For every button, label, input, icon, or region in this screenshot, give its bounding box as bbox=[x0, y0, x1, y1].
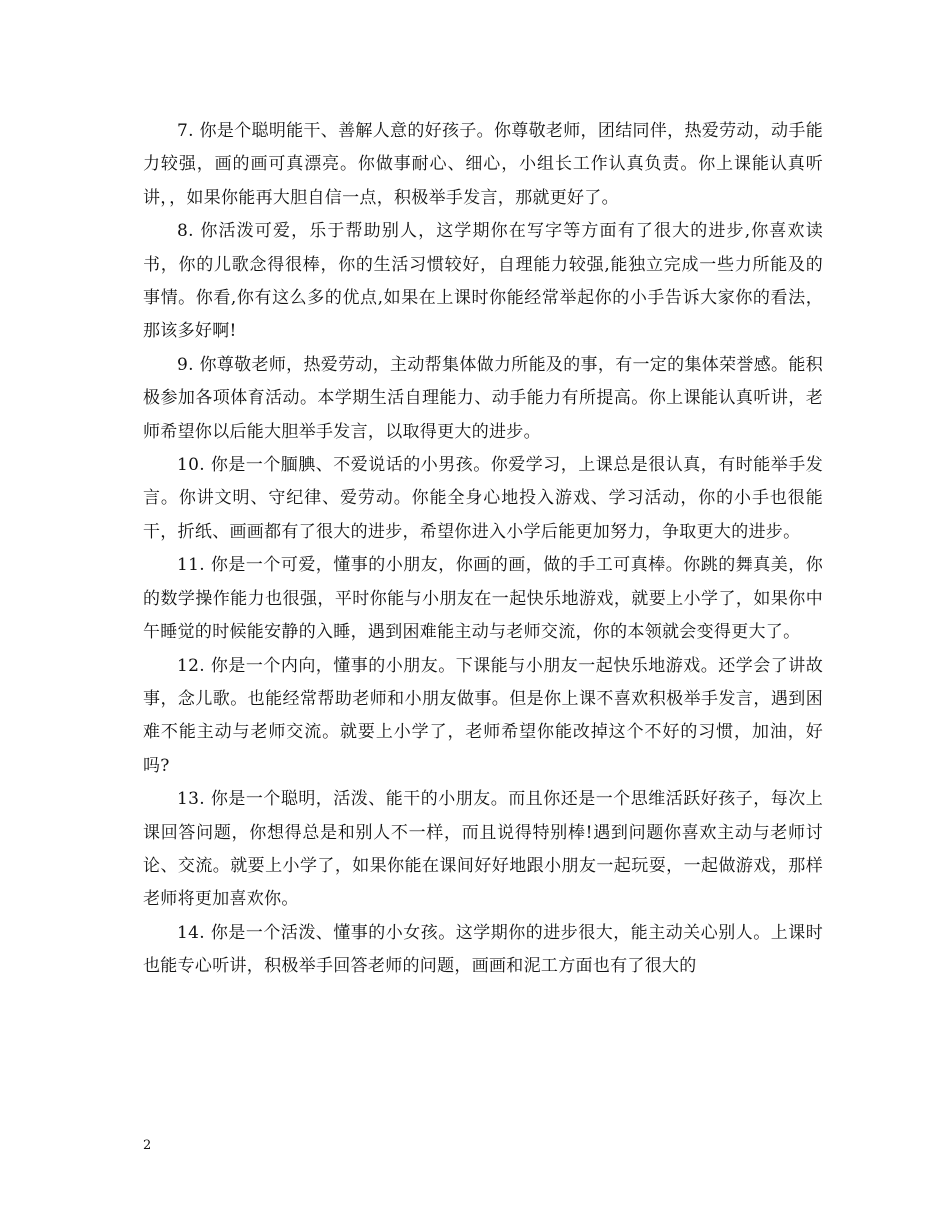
paragraph-9: 9. 你尊敬老师，热爱劳动，主动帮集体做力所能及的事，有一定的集体荣誉感。能积极参加各项体育活动。本学期生活自理能力、动手能力有所提高。你上课能认真听讲，老师希望你以后能大胆举手发言，以取得更大的进步。 bbox=[143, 354, 823, 442]
paragraph-12: 12. 你是一个内向，懂事的小朋友。下课能与小朋友一起快乐地游戏。还学会了讲故事，念儿歌。也能经常帮助老师和小朋友做事。但是你上课不喜欢积极举手发言，遇到困难不能主动与老师交流。就要上小学了，老师希望你能改掉这个不好的习惯，加油，好吗? bbox=[143, 655, 823, 776]
paragraph-7: 7. 你是个聪明能干、善解人意的好孩子。你尊敬老师，团结同伴，热爱劳动，动手能力较强，画的画可真漂亮。你做事耐心、细心，小组长工作认真负责。你上课能认真听讲，，如果你能再大胆自信一点，积极举手发言，那就更好了。 bbox=[143, 121, 823, 208]
paragraph-14: 14. 你是一个活泼、懂事的小女孩。这学期你的进步很大，能主动关心别人。上课时也能专心听讲，积极举手回答老师的问题，画画和泥工方面也有了很大的 bbox=[143, 922, 823, 977]
page-number: 2 bbox=[143, 1138, 152, 1153]
paragraph-11: 11. 你是一个可爱，懂事的小朋友，你画的画，做的手工可真棒。你跳的舞真美，你的数学操作能力也很强，平时你能与小朋友在一起快乐地游戏，就要上小学了，如果你中午睡觉的时候能安静的入睡，遇到困难能主动与老师交流，你的本领就会变得更大了。 bbox=[143, 555, 823, 643]
body-text bbox=[143, 115, 823, 984]
paragraph-8: 8. 你活泼可爱，乐于帮助别人，这学期你在写字等方面有了很大的进步,你喜欢读书，你的儿歌念得很棒，你的生活习惯较好，自理能力较强,能独立完成一些力所能及的事情。你看,你有这么多的优点,如果在上课时你能经常举起你的小手告诉大家你的看法，那该多好啊! bbox=[143, 221, 823, 342]
paragraph-10: 10. 你是一个腼腆、不爱说话的小男孩。你爱学习，上课总是很认真，有时能举手发言。你讲文明、守纪律、爱劳动。你能全身心地投入游戏、学习活动，你的小手也很能干，折纸、画画都有了很大的进步，希望你进入小学后能更加努力，争取更大的进步。 bbox=[143, 455, 823, 542]
paragraph-13: 13. 你是一个聪明，活泼、能干的小朋友。而且你还是一个思维活跃好孩子，每次上课回答问题，你想得总是和别人不一样，而且说得特别棒!遇到问题你喜欢主动与老师讨论、交流。就要上小学了，如果你能在课间好好地跟小朋友一起玩耍，一起做游戏，那样老师将更加喜欢你。 bbox=[143, 789, 823, 910]
